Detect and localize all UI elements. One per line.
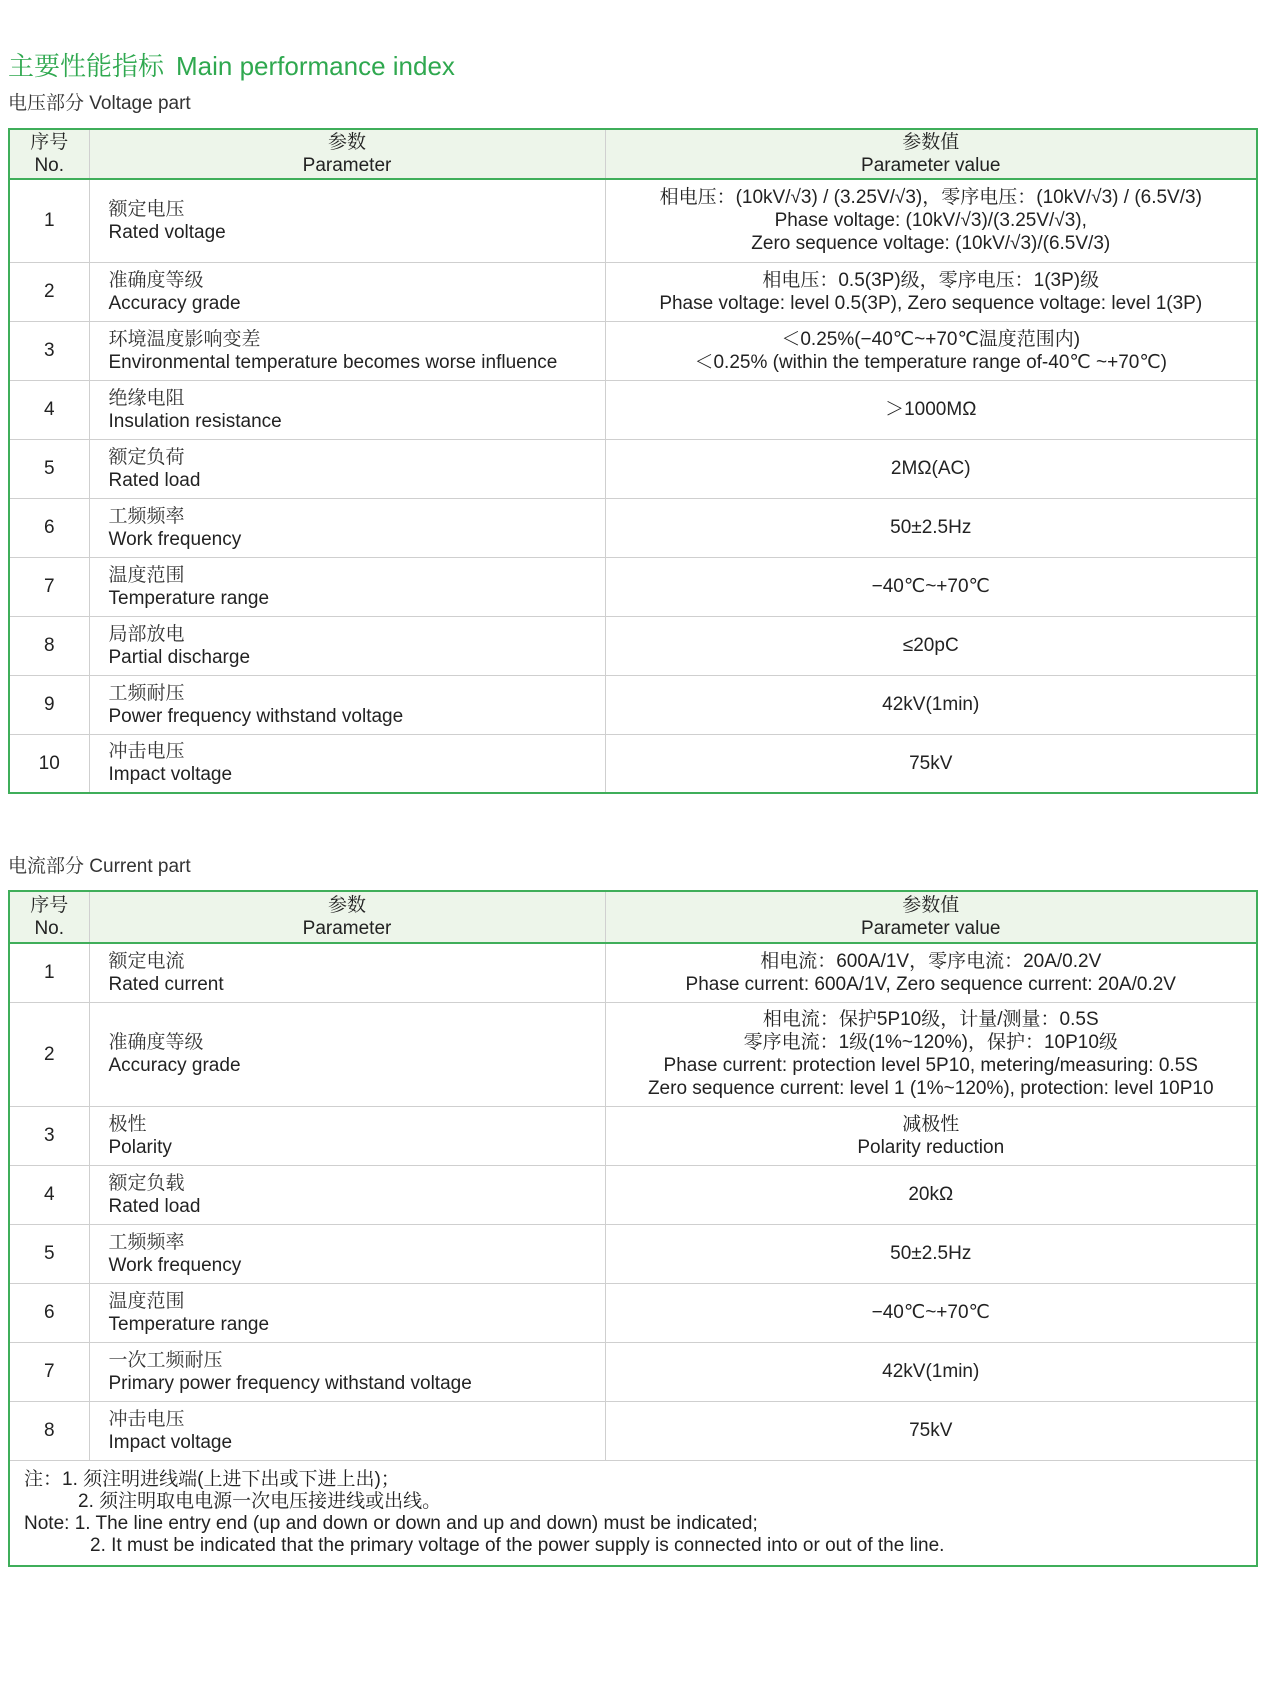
table-row xyxy=(9,321,1257,380)
value-line: 75kV xyxy=(909,1420,953,1441)
current-section-title: 电流部分 Current part xyxy=(8,856,191,877)
header-no: 序号 No. xyxy=(9,891,89,943)
value-cell xyxy=(605,675,1257,734)
parameter-name-en: Impact voltage xyxy=(108,764,233,786)
row-number: 1 xyxy=(43,962,55,984)
parameter-name-en: Primary power frequency withstand voltage xyxy=(108,1372,472,1394)
value-line: Polarity reduction xyxy=(857,1136,1005,1158)
value-line: 相电流：600A/1V，零序电流：20A/0.2V xyxy=(760,950,1102,972)
row-number: 6 xyxy=(9,1283,89,1342)
value-cell xyxy=(605,1002,1257,1106)
table-row xyxy=(9,557,1257,616)
header-parameter-value: 参数值 Parameter value xyxy=(605,891,1257,943)
value-line: 2MΩ(AC) xyxy=(890,458,971,479)
notes xyxy=(9,1460,1257,1566)
row-number: 8 xyxy=(9,1401,89,1460)
table-row xyxy=(9,1002,1257,1106)
header-no: 序号 No. xyxy=(9,129,89,179)
value-line: 50±2.5Hz xyxy=(890,517,972,538)
title-zh: 主要性能指标 xyxy=(8,51,165,81)
value-cell xyxy=(605,1342,1257,1401)
note-line: 2. It must be indicated that the primary voltage of the power supply is connected into or out of the line. xyxy=(90,1534,945,1556)
value-line: 相电流：保护5P10级，计量/测量：0.5S xyxy=(762,1009,1099,1030)
value-cell xyxy=(605,179,1257,262)
parameter-cell xyxy=(89,321,605,380)
table-row xyxy=(9,616,1257,675)
parameter-cell xyxy=(89,498,605,557)
parameter-cell xyxy=(89,1165,605,1224)
parameter-name-zh: 准确度等级 xyxy=(108,1032,204,1053)
value-cell xyxy=(605,380,1257,439)
table-row xyxy=(9,179,1257,262)
row-number: 9 xyxy=(9,675,89,734)
value-line: 相电压：0.5(3P)级，零序电压：1(3P)级 xyxy=(762,269,1100,291)
parameter-name-en: Accuracy grade xyxy=(108,1055,241,1076)
current-header-row xyxy=(9,891,1257,943)
value-line: 42kV(1min) xyxy=(882,1361,980,1382)
title-en: Main performance index xyxy=(176,51,455,81)
notes-row xyxy=(9,1460,1257,1566)
value-line: 75kV xyxy=(909,752,953,774)
table-row xyxy=(9,439,1257,498)
value-line: ＞1000MΩ xyxy=(885,399,977,420)
header-parameter: 参数 Parameter xyxy=(89,129,605,179)
value-line: ＜0.25% (within the temperature range of-40℃ ~+70℃) xyxy=(694,351,1168,373)
note-line: 2. 须注明取电电源一次电压接进线或出线。 xyxy=(78,1490,442,1512)
voltage-section-title: 电压部分 Voltage part xyxy=(8,93,191,114)
parameter-name-en: Polarity xyxy=(108,1136,172,1158)
value-cell xyxy=(605,1165,1257,1224)
header-parameter-value: 参数值 Parameter value xyxy=(605,129,1257,179)
value-line: Zero sequence voltage: (10kV/√3)/(6.5V/3) xyxy=(751,233,1111,255)
table-row xyxy=(9,1165,1257,1224)
parameter-name-en: Temperature range xyxy=(108,1313,270,1335)
parameter-name-zh: 额定电压 xyxy=(108,198,185,220)
value-cell xyxy=(605,943,1257,1002)
row-number: 7 xyxy=(9,1342,89,1401)
value-line: 20kΩ xyxy=(908,1184,954,1205)
value-cell xyxy=(605,498,1257,557)
parameter-name-en: Power frequency withstand voltage xyxy=(108,705,404,727)
value-line: ≤20pC xyxy=(902,635,959,656)
parameter-name-zh: 极性 xyxy=(108,1113,147,1135)
voltage-table xyxy=(8,128,1258,794)
row-number: 2 xyxy=(9,262,89,321)
parameter-name-zh: 额定负荷 xyxy=(108,446,185,468)
parameter-name-zh: 工频频率 xyxy=(108,1231,185,1253)
value-line: ＜0.25%(−40℃~+70℃温度范围内) xyxy=(781,328,1081,350)
table-row xyxy=(9,675,1257,734)
row-number: 3 xyxy=(9,1106,89,1165)
parameter-cell xyxy=(89,1283,605,1342)
parameter-name-en: Work frequency xyxy=(108,1254,242,1276)
row-number: 1 xyxy=(43,210,55,232)
value-cell xyxy=(605,1401,1257,1460)
note-line: 注：1. 须注明进线端(上进下出或下进上出)； xyxy=(24,1468,400,1490)
value-cell xyxy=(605,1106,1257,1165)
parameter-name-zh: 冲击电压 xyxy=(108,1408,185,1430)
table-row xyxy=(9,1342,1257,1401)
parameter-cell xyxy=(89,1401,605,1460)
parameter-name-en: Rated load xyxy=(108,469,201,491)
value-line: Phase current: protection level 5P10, metering/measuring: 0.5S xyxy=(663,1055,1198,1076)
parameter-cell xyxy=(89,1002,605,1106)
parameter-cell xyxy=(89,1106,605,1165)
parameter-name-zh: 局部放电 xyxy=(108,623,185,645)
value-line: 42kV(1min) xyxy=(882,694,980,715)
page-title xyxy=(8,46,455,83)
row-number: 3 xyxy=(9,321,89,380)
parameter-name-zh: 额定负载 xyxy=(108,1172,185,1194)
parameter-name-en: Impact voltage xyxy=(108,1431,233,1453)
row-number: 7 xyxy=(9,557,89,616)
parameter-cell xyxy=(89,616,605,675)
value-line: 50±2.5Hz xyxy=(890,1243,972,1264)
parameter-name-en: Rated current xyxy=(108,973,224,995)
row-number: 10 xyxy=(9,734,89,793)
table-row xyxy=(9,1106,1257,1165)
parameter-cell xyxy=(89,675,605,734)
parameter-name-zh: 准确度等级 xyxy=(108,269,204,291)
row-number: 5 xyxy=(9,439,89,498)
parameter-name-zh: 额定电流 xyxy=(108,950,185,972)
parameter-name-en: Accuracy grade xyxy=(108,292,241,314)
parameter-name-zh: 绝缘电阻 xyxy=(108,387,185,409)
row-number: 4 xyxy=(9,1165,89,1224)
value-cell xyxy=(605,321,1257,380)
parameter-name-en: Insulation resistance xyxy=(108,410,282,432)
value-line: 减极性 xyxy=(902,1113,960,1135)
table-row xyxy=(9,380,1257,439)
parameter-name-en: Rated load xyxy=(108,1195,201,1217)
value-cell xyxy=(605,1224,1257,1283)
parameter-cell xyxy=(89,734,605,793)
value-line: Phase voltage: level 0.5(3P), Zero sequence voltage: level 1(3P) xyxy=(659,292,1203,314)
parameter-name-en: Work frequency xyxy=(108,528,242,550)
parameter-name-en: Partial discharge xyxy=(108,646,251,668)
parameter-name-en: Rated voltage xyxy=(108,221,226,243)
value-line: 零序电流：1级(1%~120%)，保护：10P10级 xyxy=(743,1032,1118,1053)
parameter-cell xyxy=(89,262,605,321)
current-table xyxy=(8,890,1258,1567)
parameter-name-zh: 温度范围 xyxy=(108,1290,185,1312)
value-cell xyxy=(605,557,1257,616)
value-cell xyxy=(605,439,1257,498)
value-line: Phase voltage: (10kV/√3)/(3.25V/√3), xyxy=(774,210,1087,232)
parameter-name-zh: 工频耐压 xyxy=(108,682,185,704)
value-cell xyxy=(605,616,1257,675)
parameter-cell xyxy=(89,557,605,616)
parameter-cell xyxy=(89,380,605,439)
note-line: Note: 1. The line entry end (up and down or down and up and down) must be indicated; xyxy=(24,1512,758,1534)
value-line: −40℃~+70℃ xyxy=(871,576,990,597)
parameter-name-zh: 温度范围 xyxy=(108,564,185,586)
row-number: 5 xyxy=(9,1224,89,1283)
value-line: 相电压：(10kV/√3) / (3.25V/√3)，零序电压：(10kV/√3) / (6.5V/3) xyxy=(659,187,1202,209)
row-number: 2 xyxy=(9,1002,89,1106)
parameter-name-zh: 一次工频耐压 xyxy=(108,1349,223,1371)
row-number: 4 xyxy=(9,380,89,439)
parameter-name-en: Environmental temperature becomes worse influence xyxy=(108,351,558,373)
table-row xyxy=(9,734,1257,793)
row-number: 8 xyxy=(9,616,89,675)
parameter-cell xyxy=(89,943,605,1002)
value-line: Phase current: 600A/1V, Zero sequence current: 20A/0.2V xyxy=(685,973,1176,995)
table-row xyxy=(9,498,1257,557)
row-number: 6 xyxy=(9,498,89,557)
parameter-name-zh: 冲击电压 xyxy=(108,741,185,763)
table-row xyxy=(9,1224,1257,1283)
parameter-cell xyxy=(89,1224,605,1283)
table-row xyxy=(9,262,1257,321)
parameter-name-zh: 工频频率 xyxy=(108,505,185,527)
table-row xyxy=(9,943,1257,1002)
value-cell xyxy=(605,734,1257,793)
value-cell xyxy=(605,262,1257,321)
parameter-name-zh: 环境温度影响变差 xyxy=(108,328,261,350)
table-row xyxy=(9,1401,1257,1460)
parameter-name-en: Temperature range xyxy=(108,587,270,609)
value-cell xyxy=(605,1283,1257,1342)
header-parameter: 参数 Parameter xyxy=(89,891,605,943)
voltage-header-row xyxy=(9,129,1257,179)
parameter-cell xyxy=(89,1342,605,1401)
parameter-cell xyxy=(89,439,605,498)
parameter-cell xyxy=(89,179,605,262)
table-row xyxy=(9,1283,1257,1342)
value-line: Zero sequence current: level 1 (1%~120%), protection: level 10P10 xyxy=(647,1078,1214,1099)
value-line: −40℃~+70℃ xyxy=(871,1302,990,1323)
